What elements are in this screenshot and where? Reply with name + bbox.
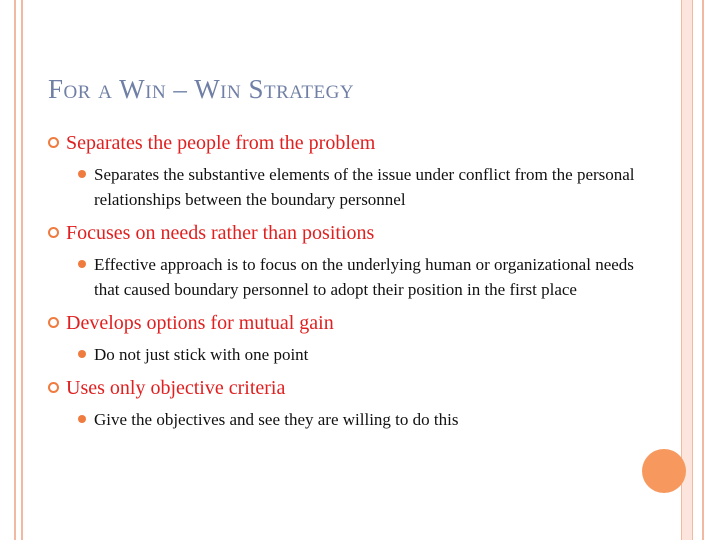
hollow-circle-bullet-icon — [48, 317, 59, 328]
bullet-detail-text: Give the objectives and see they are willing to do this — [94, 410, 459, 429]
bullet-heading-text: Separates the people from the problem — [66, 132, 376, 154]
bullet-heading-text: Uses only objective criteria — [66, 377, 286, 399]
hollow-circle-bullet-icon — [48, 137, 59, 148]
filled-dot-bullet-icon — [78, 415, 86, 423]
left-border-decoration — [14, 0, 23, 540]
bullet-detail — [78, 407, 638, 432]
hollow-circle-bullet-icon — [48, 227, 59, 238]
bullet-detail — [78, 252, 638, 302]
bullet-heading — [48, 130, 638, 156]
hollow-circle-bullet-icon — [48, 382, 59, 393]
bullet-list — [48, 130, 638, 440]
decorative-circle — [642, 449, 686, 493]
bullet-heading-text: Focuses on needs rather than positions — [66, 222, 375, 244]
bullet-detail-text: Separates the substantive elements of the issue under conflict from the personal relationships between the boundary personnel — [94, 165, 635, 209]
bullet-heading — [48, 375, 638, 401]
filled-dot-bullet-icon — [78, 260, 86, 268]
filled-dot-bullet-icon — [78, 170, 86, 178]
bullet-detail-text: Do not just stick with one point — [94, 345, 309, 364]
bullet-detail — [78, 162, 638, 212]
bullet-detail — [78, 342, 638, 367]
slide-title: For a Win – Win Strategy — [48, 74, 355, 104]
bullet-heading — [48, 310, 638, 336]
right-line-decoration — [702, 0, 704, 540]
filled-dot-bullet-icon — [78, 350, 86, 358]
bullet-heading-text: Develops options for mutual gain — [66, 312, 334, 334]
bullet-detail-text: Effective approach is to focus on the underlying human or organizational needs that caused boundary personnel to adopt their position in the first place — [94, 255, 634, 299]
bullet-heading — [48, 220, 638, 246]
